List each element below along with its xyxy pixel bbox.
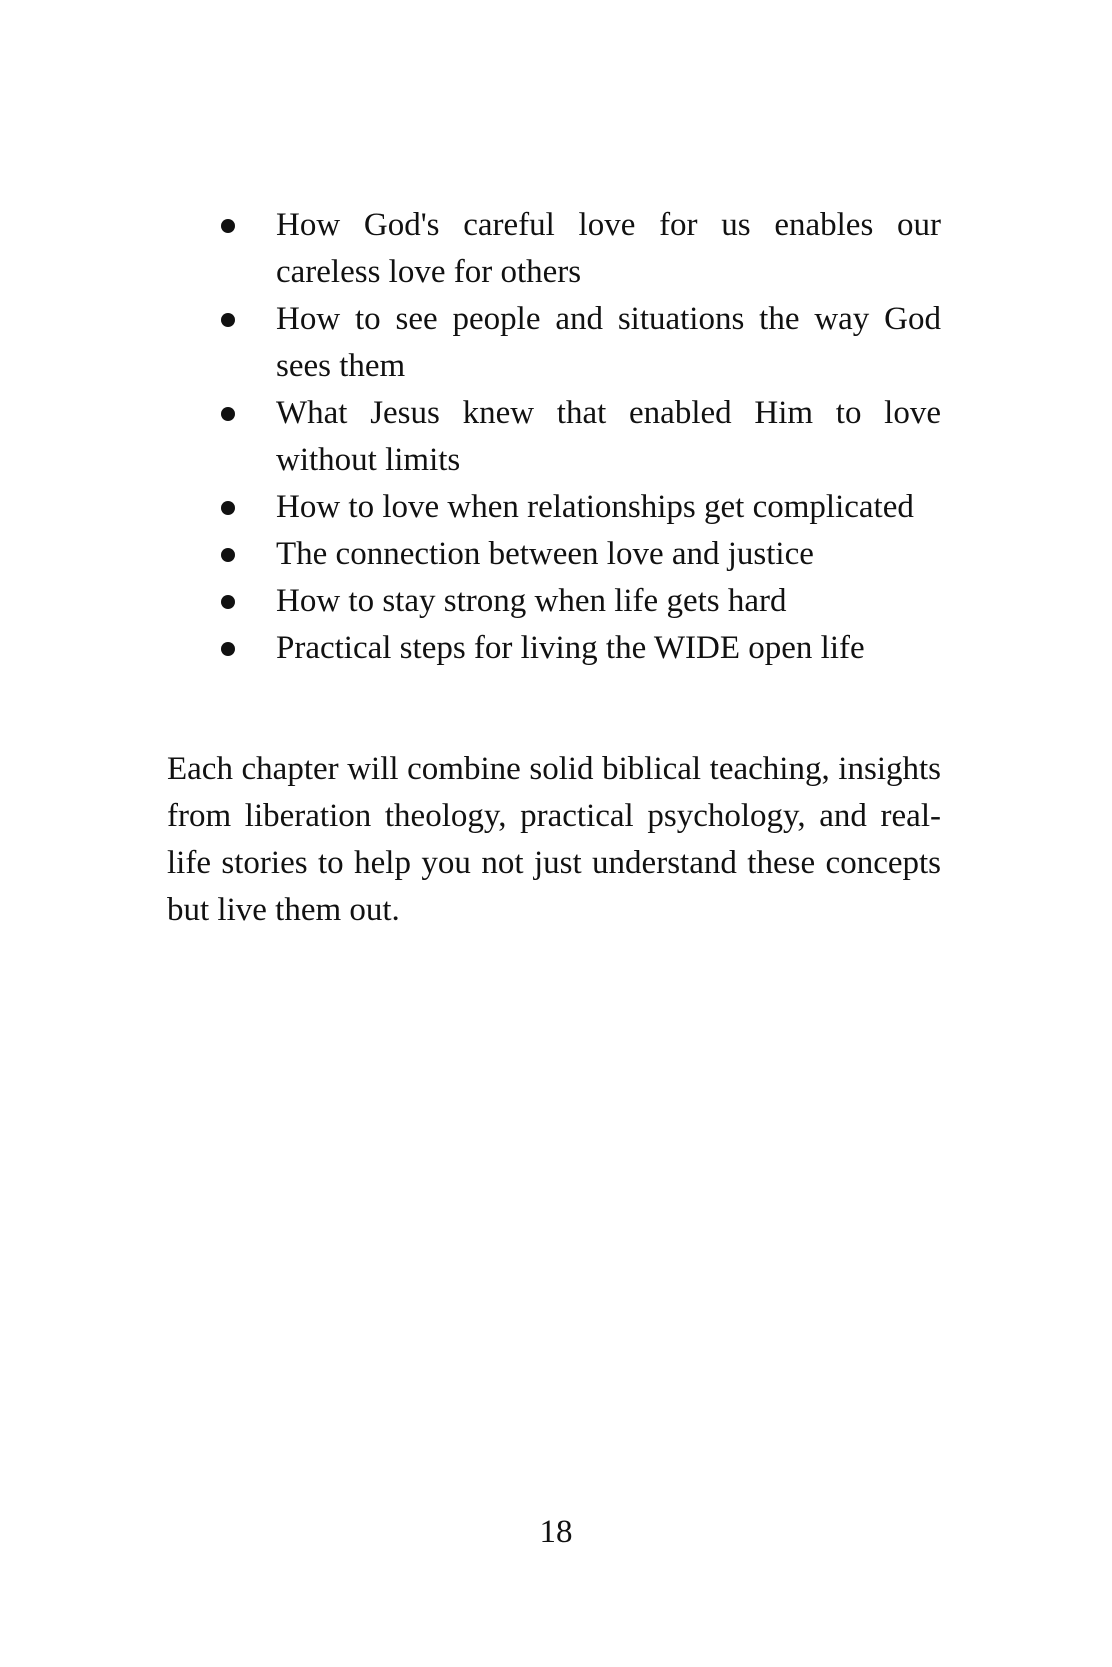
list-item-text: How to see people and situations the way God sees them	[276, 301, 941, 384]
bullet-icon	[221, 219, 235, 233]
list-item-text: How to love when relationships get complicated	[276, 489, 914, 525]
bullet-icon	[221, 595, 235, 609]
bullet-icon	[221, 548, 235, 562]
bullet-icon	[221, 501, 235, 515]
list-item	[219, 390, 941, 484]
list-item	[219, 531, 941, 578]
list-item	[219, 578, 941, 625]
list-item-text: The connection between love and justice	[276, 536, 814, 572]
list-item-text: How to stay strong when life gets hard	[276, 583, 787, 619]
list-item	[219, 296, 941, 390]
list-item	[219, 484, 941, 531]
page-number: 18	[539, 1514, 573, 1550]
list-item-text: Practical steps for living the WIDE open life	[276, 630, 865, 666]
bullet-icon	[221, 313, 235, 327]
list-item-text: How God's careful love for us enables our careless love for others	[276, 207, 941, 290]
body-paragraph: Each chapter will combine solid biblical teaching, insights from liberation theology, practical psychology, and real-life stories to help you not just understand these concepts but live them out.	[167, 751, 941, 928]
list-item-text: What Jesus knew that enabled Him to love without limits	[276, 395, 941, 478]
list-item	[219, 625, 941, 672]
bullet-icon	[221, 642, 235, 656]
bullet-icon	[221, 407, 235, 421]
list-item	[219, 202, 941, 296]
bullet-list	[219, 202, 941, 672]
